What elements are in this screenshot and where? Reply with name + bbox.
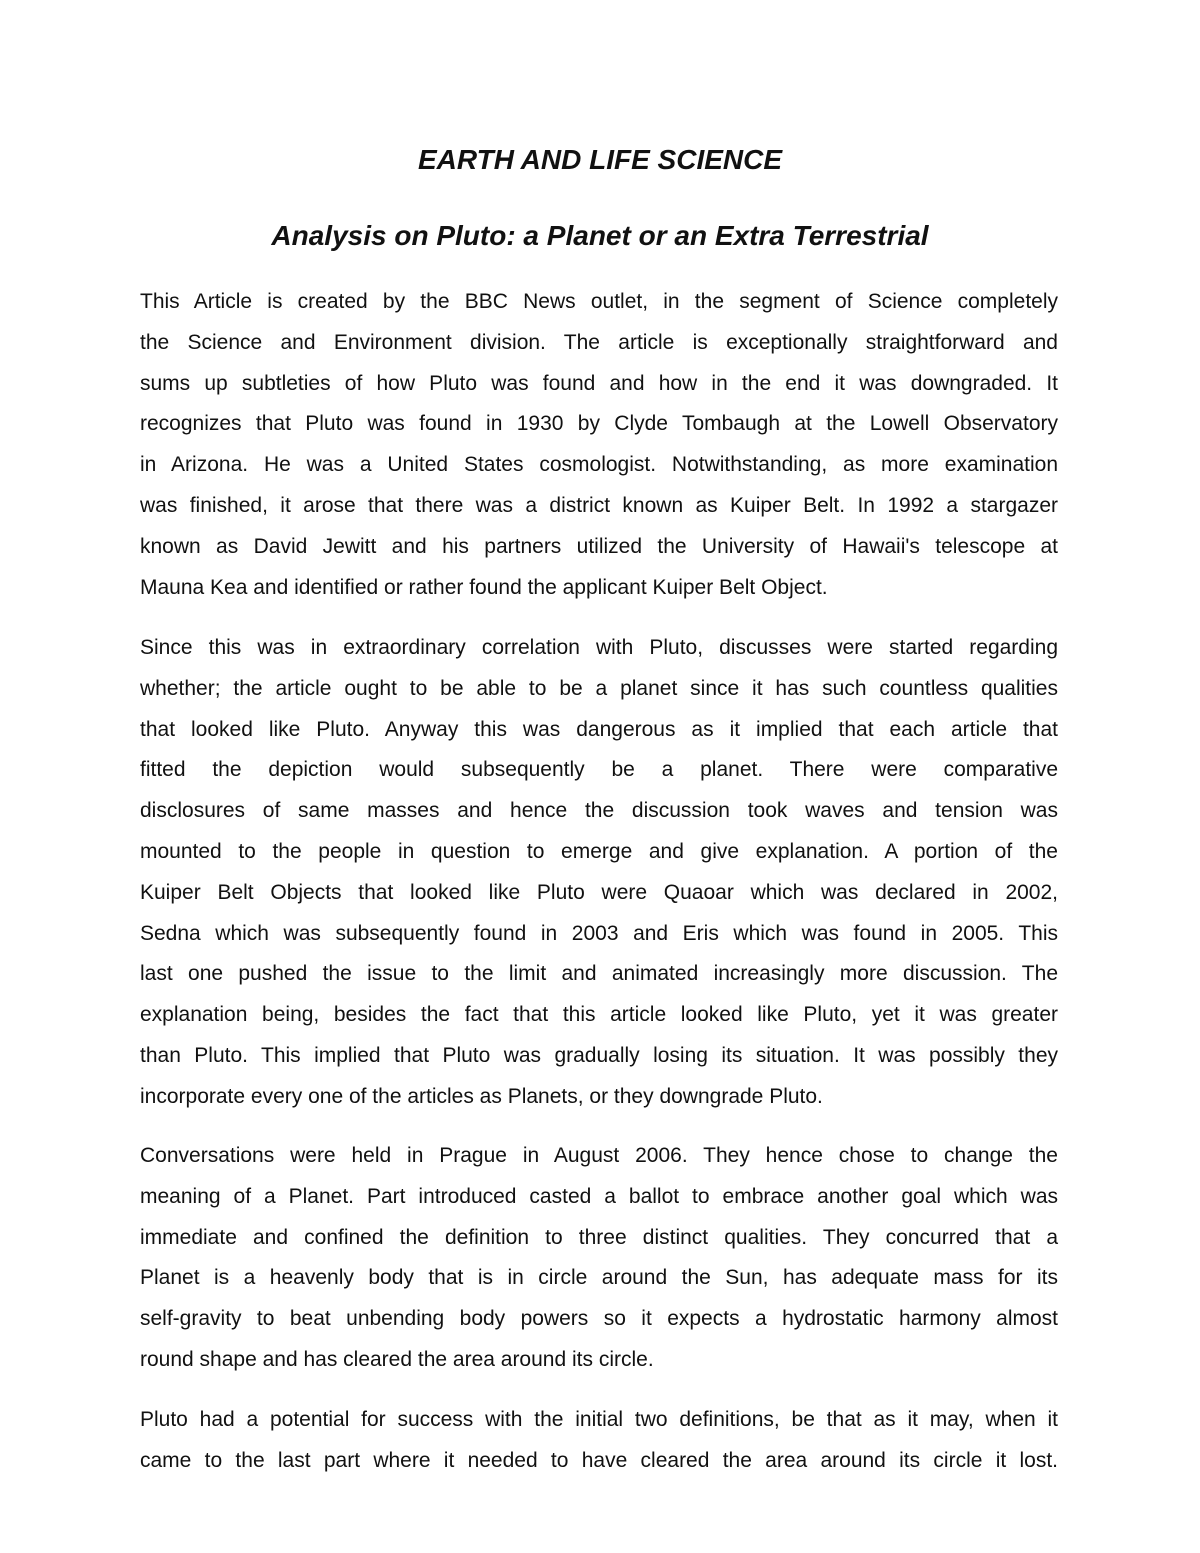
paragraph-line: Sedna which was subsequently found in 2003 and Eris which was found in 2005. This [140,921,1058,945]
paragraph-2 [140,628,1058,1118]
paragraph-line: Mauna Kea and identified or rather found the applicant Kuiper Belt Object. [140,575,828,599]
paragraph-line: This Article is created by the BBC News outlet, in the segment of Science completely [140,290,1058,313]
paragraph-4 [140,1400,1058,1482]
document-title: EARTH AND LIFE SCIENCE [417,144,783,175]
paragraph-line: whether; the article ought to be able to be a planet since it has such countless qualities [140,676,1058,700]
paragraph-line: round shape and has cleared the area around its circle. [140,1347,654,1371]
paragraph-line: explanation being, besides the fact that this article looked like Pluto, yet it was greater [140,1003,1058,1027]
paragraph-line: the Science and Environment division. The article is exceptionally straightforward and [140,330,1058,354]
paragraph-line: that looked like Pluto. Anyway this was dangerous as it implied that each article that [140,717,1058,741]
paragraph-line: was finished, it arose that there was a district known as Kuiper Belt. In 1992 a stargazer [140,493,1058,517]
paragraph-line: mounted to the people in question to emerge and give explanation. A portion of the [140,839,1058,863]
paragraph-line: fitted the depiction would subsequently be a planet. There were comparative [140,758,1058,782]
paragraph-line: self-gravity to beat unbending body powers so it expects a hydrostatic harmony almost [140,1307,1058,1331]
paragraph-line: Planet is a heavenly body that is in circle around the Sun, has adequate mass for its [140,1266,1058,1290]
paragraph-line: incorporate every one of the articles as Planets, or they downgrade Pluto. [140,1084,823,1108]
paragraph-line: Since this was in extraordinary correlation with Pluto, discusses were started regarding [140,636,1058,659]
paragraph-line: meaning of a Planet. Part introduced casted a ballot to embrace another goal which was [140,1184,1058,1208]
paragraph-3 [140,1136,1058,1381]
paragraph-line: than Pluto. This implied that Pluto was gradually losing its situation. It was possibly they [140,1043,1058,1067]
paragraph-line: known as David Jewitt and his partners utilized the University of Hawaii's telescope at [140,534,1058,558]
paragraph-line: Conversations were held in Prague in August 2006. They hence chose to change the [140,1144,1058,1167]
paragraph-1 [140,282,1058,608]
paragraph-line: last one pushed the issue to the limit and animated increasingly more discussion. The [140,962,1058,986]
document-subtitle: Analysis on Pluto: a Planet or an Extra Terrestrial [271,220,929,251]
paragraph-line: came to the last part where it needed to have cleared the area around its circle it lost. [140,1448,1058,1472]
paragraph-line: disclosures of same masses and hence the discussion took waves and tension was [140,799,1058,823]
paragraph-line: in Arizona. He was a United States cosmologist. Notwithstanding, as more examination [140,453,1058,477]
paragraph-line: recognizes that Pluto was found in 1930 by Clyde Tombaugh at the Lowell Observatory [140,412,1058,436]
paragraph-line: Pluto had a potential for success with the initial two definitions, be that as it may, when it [140,1408,1058,1431]
paragraph-line: immediate and confined the definition to three distinct qualities. They concurred that a [140,1225,1058,1249]
paragraph-line: Kuiper Belt Objects that looked like Pluto were Quaoar which was declared in 2002, [140,880,1058,904]
paragraph-line: sums up subtleties of how Pluto was found and how in the end it was downgraded. It [140,371,1058,395]
